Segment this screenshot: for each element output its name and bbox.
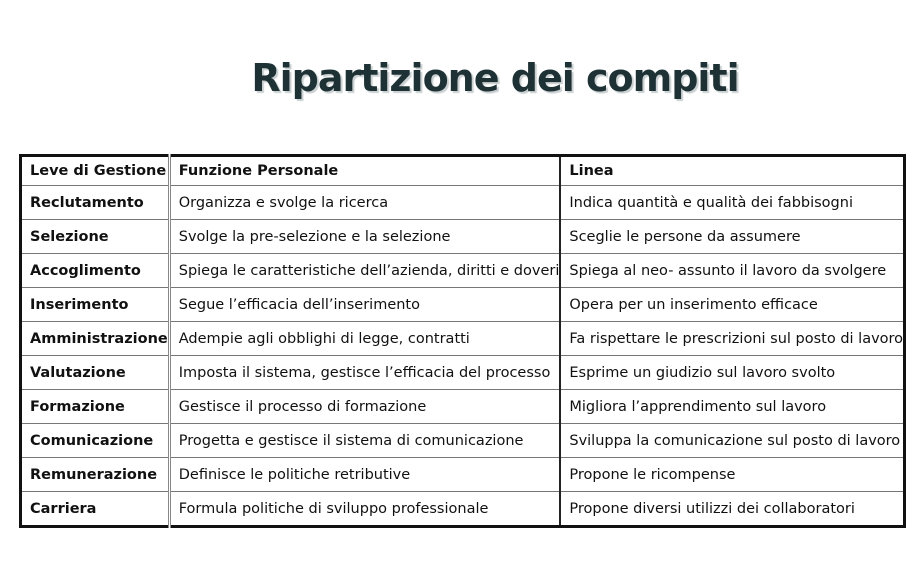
lever-cell: Leve di Gestione (21, 156, 170, 186)
table-row (21, 254, 905, 288)
lever-cell: Selezione (21, 220, 170, 254)
hr-function-cell: Gestisce il processo di formazione (169, 390, 560, 424)
hr-function-cell: Adempie agli obblighi di legge, contratti (169, 322, 560, 356)
lever-cell: Carriera (21, 492, 170, 527)
table-row (21, 322, 905, 356)
lever-cell: Reclutamento (21, 186, 170, 220)
table-row (21, 288, 905, 322)
table-row (21, 458, 905, 492)
line-cell: Propone diversi utilizzi dei collaboratori (560, 492, 904, 527)
hr-function-cell: Formula politiche di sviluppo professionale (169, 492, 560, 527)
hr-function-cell: Definisce le politiche retributive (169, 458, 560, 492)
lever-cell: Comunicazione (21, 424, 170, 458)
line-cell: Propone le ricompense (560, 458, 904, 492)
hr-function-cell: Organizza e svolge la ricerca (169, 186, 560, 220)
line-cell: Esprime un giudizio sul lavoro svolto (560, 356, 904, 390)
table-row (21, 356, 905, 390)
lever-cell: Valutazione (21, 356, 170, 390)
header-row (21, 156, 905, 186)
hr-function-cell: Progetta e gestisce il sistema di comunicazione (169, 424, 560, 458)
line-cell: Migliora l’apprendimento sul lavoro (560, 390, 904, 424)
hr-function-cell: Svolge la pre-selezione e la selezione (169, 220, 560, 254)
slide-title: Ripartizione dei compiti (251, 56, 739, 100)
line-cell: Fa rispettare le prescrizioni sul posto di lavoro (560, 322, 904, 356)
lever-cell: Amministrazione (21, 322, 170, 356)
line-cell: Sviluppa la comunicazione sul posto di lavoro (560, 424, 904, 458)
lever-cell: Inserimento (21, 288, 170, 322)
lever-cell: Accoglimento (21, 254, 170, 288)
table-row (21, 220, 905, 254)
line-cell: Linea (560, 156, 904, 186)
line-cell: Spiega al neo- assunto il lavoro da svolgere (560, 254, 904, 288)
lever-cell: Formazione (21, 390, 170, 424)
hr-function-cell: Imposta il sistema, gestisce l’efficacia del processo (169, 356, 560, 390)
lever-cell: Remunerazione (21, 458, 170, 492)
table-row (21, 390, 905, 424)
hr-function-cell: Spiega le caratteristiche dell’azienda, diritti e doveri (169, 254, 560, 288)
table-row (21, 424, 905, 458)
line-cell: Indica quantità e qualità dei fabbisogni (560, 186, 904, 220)
table-row (21, 186, 905, 220)
table-row (21, 492, 905, 527)
hr-function-cell: Segue l’efficacia dell’inserimento (169, 288, 560, 322)
hr-function-cell: Funzione Personale (169, 156, 560, 186)
tasks-table (19, 154, 906, 528)
line-cell: Opera per un inserimento efficace (560, 288, 904, 322)
line-cell: Sceglie le persone da assumere (560, 220, 904, 254)
